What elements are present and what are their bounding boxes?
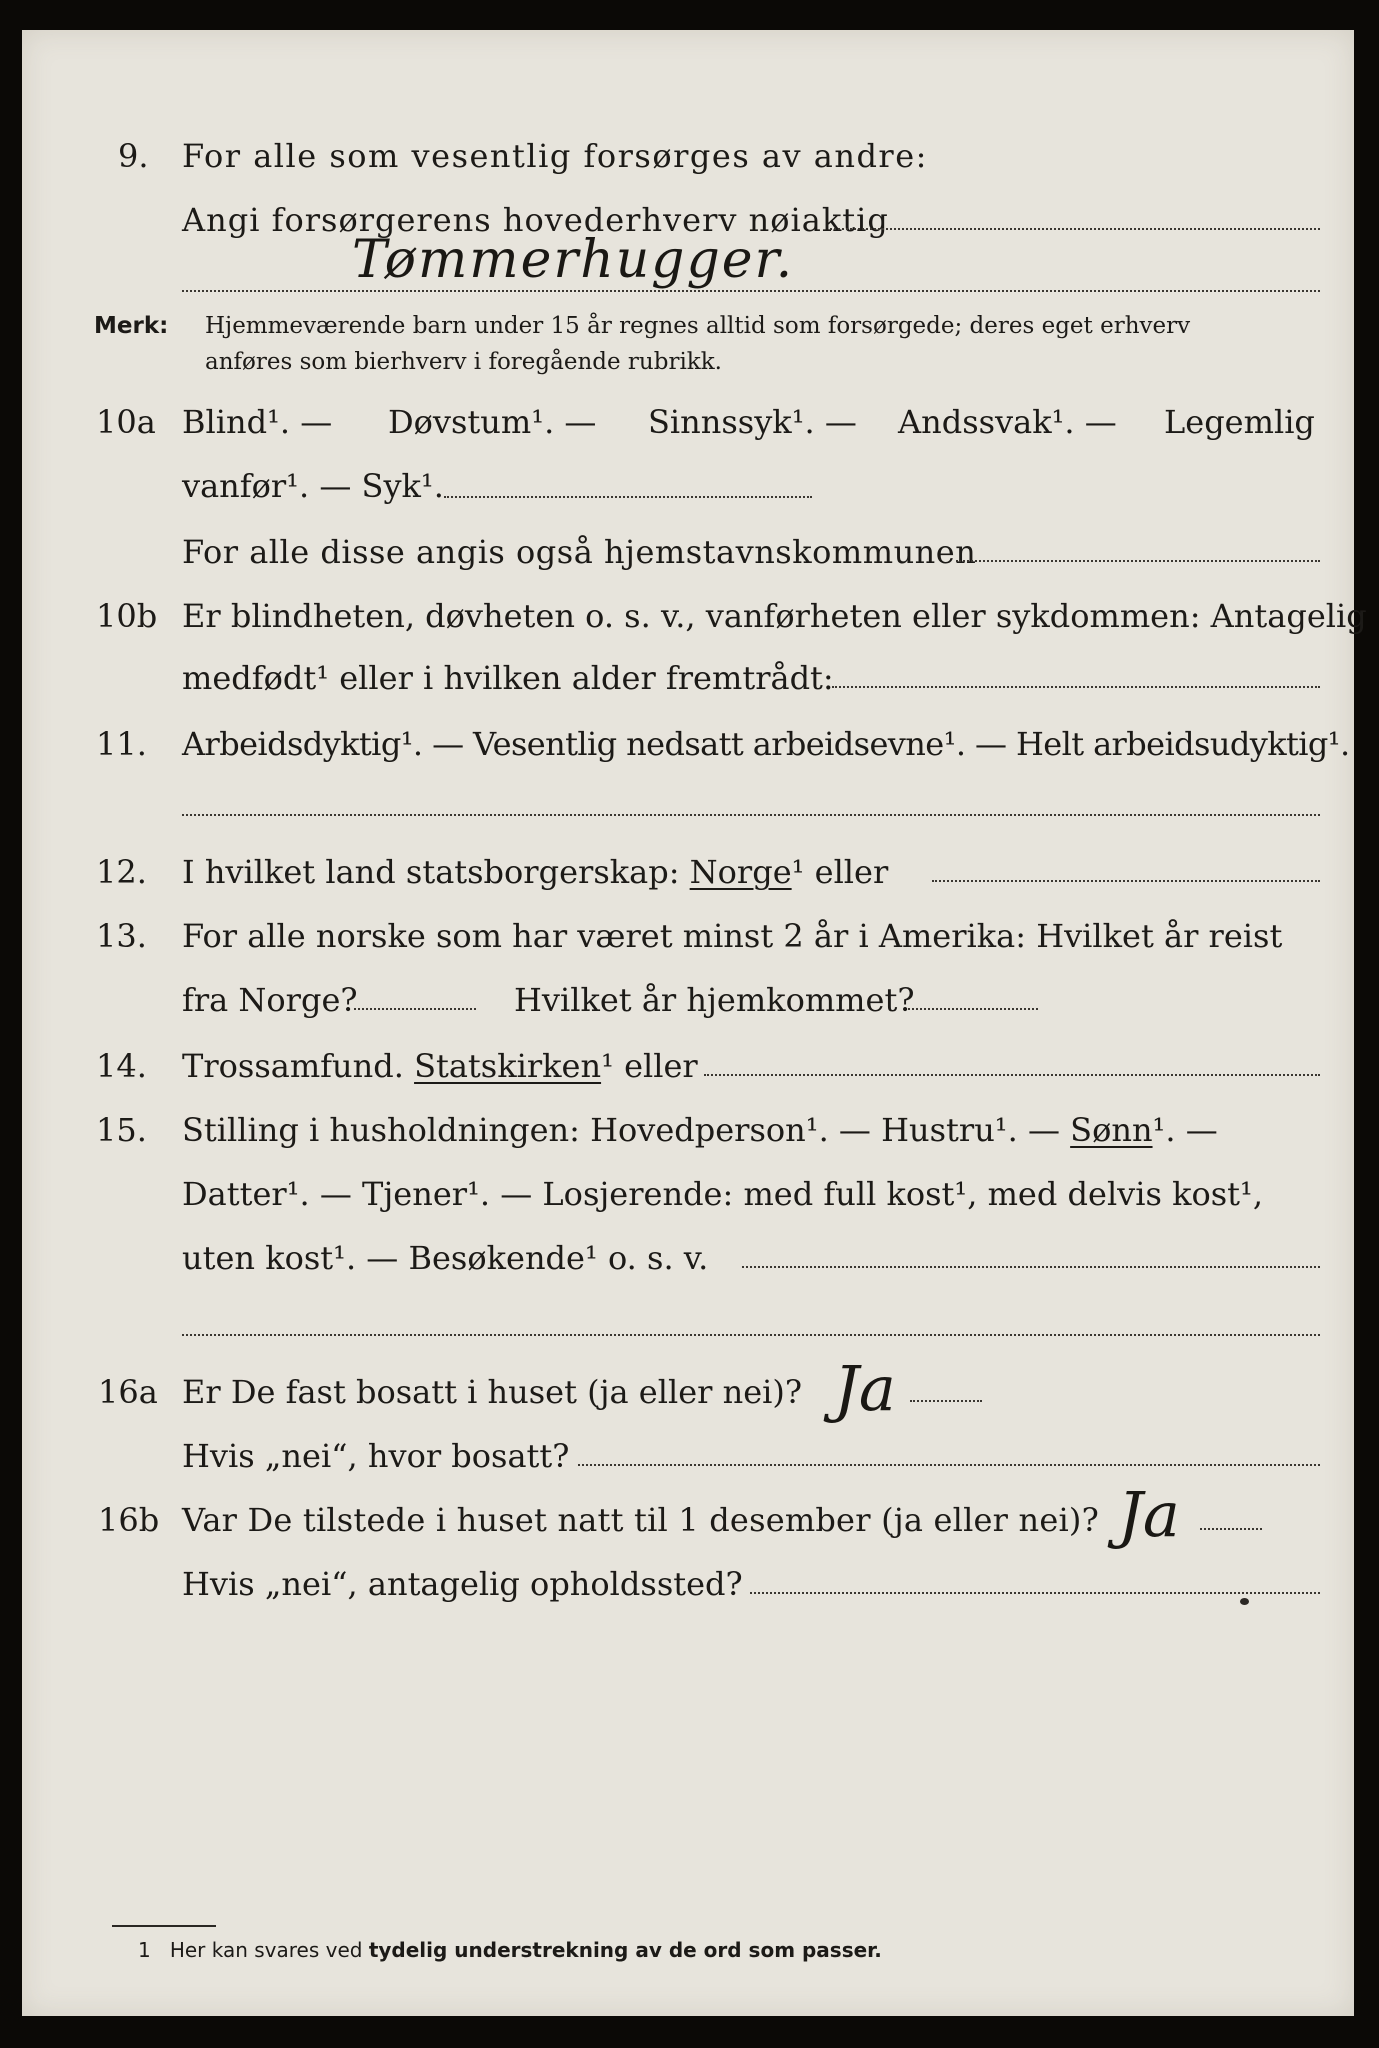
q14-line [182, 1046, 698, 1086]
footnote-bold-text: tydelig understrekning av de ord som passer. [368, 1938, 882, 1962]
q16b-line1: Var De tilstede i huset natt til 1 desember (ja eller nei)? [182, 1501, 1099, 1539]
q15-line2: Datter¹. — Tjener¹. — Losjerende: med full kost¹, med delvis kost¹, [182, 1175, 1264, 1213]
q16a-bosatt-answer-line [578, 1464, 1320, 1466]
q10a-option-sinnssyk: Sinnssyk¹. — [648, 403, 857, 441]
q12-norge-underlined: Norge [689, 853, 792, 891]
q13-reist-label: fra Norge? [182, 981, 358, 1019]
q16a-answer-line [910, 1400, 982, 1402]
merk-text-line2: anføres som bierhverv i foregående rubrikk. [205, 349, 722, 375]
q10a-option-dovstum: Døvstum¹. — [388, 403, 597, 441]
q13-hjemkommet-label: Hvilket år hjemkommet? [514, 981, 915, 1019]
footnote-rule [112, 1925, 216, 1927]
footnote-mark: 1 [138, 1938, 151, 1962]
q14-answer-line [704, 1074, 1320, 1076]
q12-eller: ¹ eller [791, 853, 889, 891]
q11-line1: Arbeidsdyktig¹. — Vesentlig nedsatt arbeidsevne¹. — Helt arbeidsudyktig¹. [182, 725, 1350, 763]
census-form-page [22, 30, 1367, 2016]
q15-number: 15. [96, 1111, 147, 1149]
q16b-answer-line [1200, 1528, 1262, 1530]
merk-text-line1: Hjemmeværende barn under 15 år regnes alltid som forsørgede; deres eget erhverv [205, 313, 1191, 339]
q13-line1: For alle norske som har været minst 2 år i Amerika: Hvilket år reist [182, 917, 1283, 955]
q16a-line2: Hvis „nei“, hvor bosatt? [182, 1437, 570, 1475]
q16b-number: 16b [98, 1501, 160, 1539]
q10b-answer-line [832, 686, 1320, 688]
q10a-syk-answer-line [444, 496, 812, 498]
merk-label: Merk: [94, 313, 169, 339]
q10a-number: 10a [96, 403, 156, 441]
q9-number: 9. [118, 137, 149, 175]
q9-question-line1: For alle som vesentlig forsørges av andre: [182, 137, 928, 175]
q15-line1 [182, 1110, 1218, 1150]
q16b-handwritten-answer: Ja [1118, 1478, 1180, 1551]
q16b-line2: Hvis „nei“, antagelig opholdssted? [182, 1565, 743, 1603]
q12-question: I hvilket land statsborgerskap: [182, 853, 680, 891]
q10b-line1: Er blindheten, døvheten o. s. v., vanførheten eller sykdommen: Antagelig [182, 597, 1367, 635]
q15-answer-line-2 [182, 1334, 1320, 1336]
q15-line3: uten kost¹. — Besøkende¹ o. s. v. [182, 1239, 709, 1277]
q15-line1-end: ¹. — [1152, 1111, 1218, 1149]
q11-answer-line [182, 814, 1320, 816]
q15-line1-text: Stilling i husholdningen: Hovedperson¹. — Hustru¹. — [182, 1111, 1060, 1149]
footnote [138, 1936, 882, 1964]
q14-question: Trossamfund. [182, 1047, 404, 1085]
q10b-line2: medfødt¹ eller i hvilken alder fremtrådt: [182, 659, 834, 697]
q10a-option-legemlig: Legemlig [1164, 403, 1315, 441]
q16a-number: 16a [98, 1373, 158, 1411]
q12-number: 12. [96, 853, 147, 891]
q15-sonn-underlined: Sønn [1070, 1111, 1153, 1149]
q10a-line3: For alle disse angis også hjemstavnskommunen [182, 533, 977, 571]
q13-reist-answer-line [354, 1008, 476, 1010]
q10a-kommune-answer-line [956, 560, 1320, 562]
footnote-plain-text: Her kan svares ved [169, 1938, 363, 1962]
q9-answer-line-2 [182, 290, 1320, 292]
q14-number: 14. [96, 1047, 147, 1085]
q13-number: 13. [96, 917, 147, 955]
q9-handwritten-answer: Tømmerhugger. [352, 230, 795, 290]
q16b-opholdssted-answer-line [750, 1592, 1320, 1594]
q16a-line1: Er De fast bosatt i huset (ja eller nei)? [182, 1373, 803, 1411]
q10a-option-andssvak: Andssvak¹. — [898, 403, 1117, 441]
q10b-number: 10b [96, 597, 158, 635]
q15-answer-line-1 [742, 1266, 1320, 1268]
q13-hjemkommet-answer-line [908, 1008, 1038, 1010]
q12-answer-line [932, 880, 1320, 882]
q9-question-line2: Angi forsørgerens hovederhverv nøiaktig [182, 201, 889, 239]
q16a-handwritten-answer: Ja [834, 1352, 896, 1425]
q14-statskirken-underlined: Statskirken [414, 1047, 602, 1085]
q10a-line2: vanfør¹. — Syk¹. [182, 467, 444, 505]
q9-answer-line-1 [830, 228, 1320, 230]
q12-line [182, 852, 888, 892]
ink-dot [1240, 1598, 1249, 1605]
q10a-option-blind: Blind¹. — [182, 403, 333, 441]
q11-number: 11. [96, 725, 147, 763]
q14-eller: ¹ eller [601, 1047, 698, 1085]
